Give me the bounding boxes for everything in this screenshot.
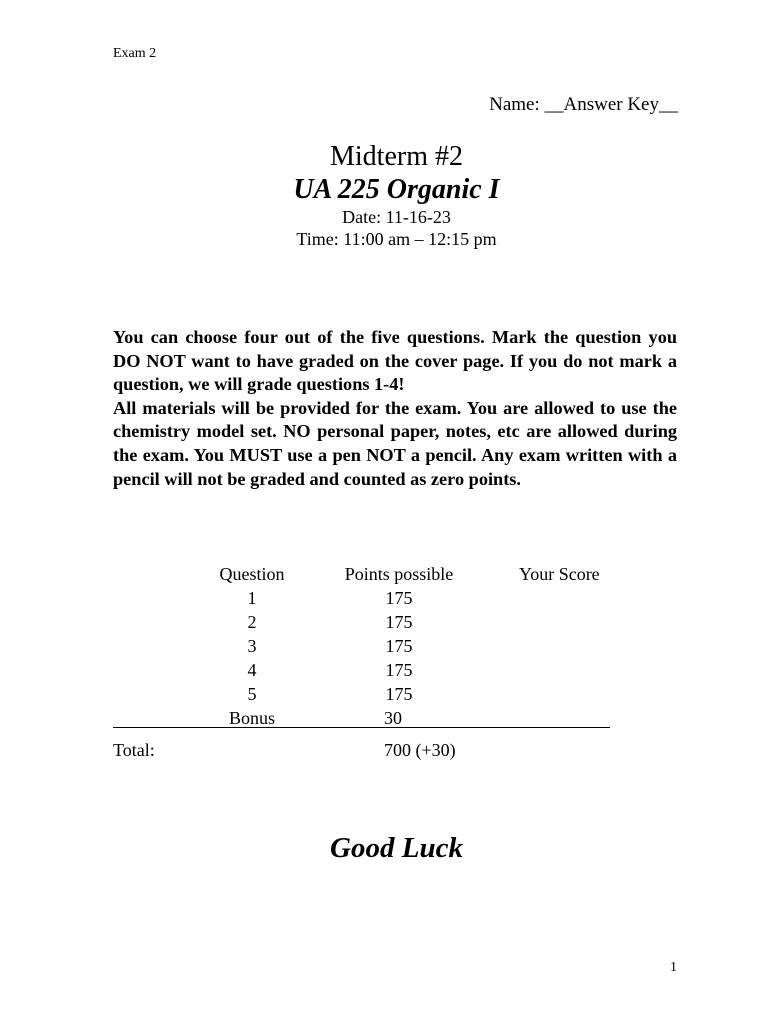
page-number: 1 (670, 960, 677, 975)
table-row (0, 660, 768, 684)
points-possible: 175 (385, 612, 413, 632)
question-number: 5 (247, 684, 257, 704)
table-row (0, 588, 768, 612)
table-row (0, 708, 768, 732)
question-number: Bonus (228, 708, 275, 728)
header-question: Question (219, 564, 285, 584)
closing-message: Good Luck (330, 832, 463, 864)
table-row (0, 612, 768, 636)
points-possible: 175 (385, 684, 413, 704)
table-header-row (0, 564, 768, 588)
name-line: Name: __Answer Key__ (489, 94, 678, 115)
exam-title: Midterm #2 (330, 141, 463, 172)
total-value: 700 (+30) (384, 740, 456, 760)
instructions (113, 326, 677, 491)
course-title: UA 225 Organic I (293, 174, 500, 205)
total-rule (113, 727, 610, 728)
total-label: Total: (113, 740, 155, 760)
instructions-paragraph-1: You can choose four out of the five questions. Mark the question you DO NOT want to have graded on the cover page. If you do not mark a question, we will grade questions 1-4! (113, 327, 677, 395)
instructions-paragraph-2: All materials will be provided for the exam. You are allowed to use the chemistry model set. NO personal paper, notes, etc are allowed during the exam. You MUST use a pen NOT a pencil. Any exam written with a pencil will not be graded and counted as zero points. (113, 397, 677, 489)
table-row (0, 636, 768, 660)
points-possible: 175 (385, 660, 413, 680)
header-score: Your Score (519, 564, 600, 584)
title-block (0, 140, 768, 250)
question-number: 3 (247, 636, 257, 656)
header-points: Points possible (344, 564, 454, 584)
exam-label: Exam 2 (113, 46, 157, 61)
points-possible: 30 (384, 708, 402, 728)
question-number: 1 (247, 588, 257, 608)
table-row (0, 684, 768, 708)
question-number: 2 (247, 612, 257, 632)
exam-time: Time: 11:00 am – 12:15 pm (296, 229, 497, 249)
points-possible: 175 (385, 588, 413, 608)
question-number: 4 (247, 660, 257, 680)
points-possible: 175 (385, 636, 413, 656)
exam-date: Date: 11-16-23 (342, 207, 451, 227)
